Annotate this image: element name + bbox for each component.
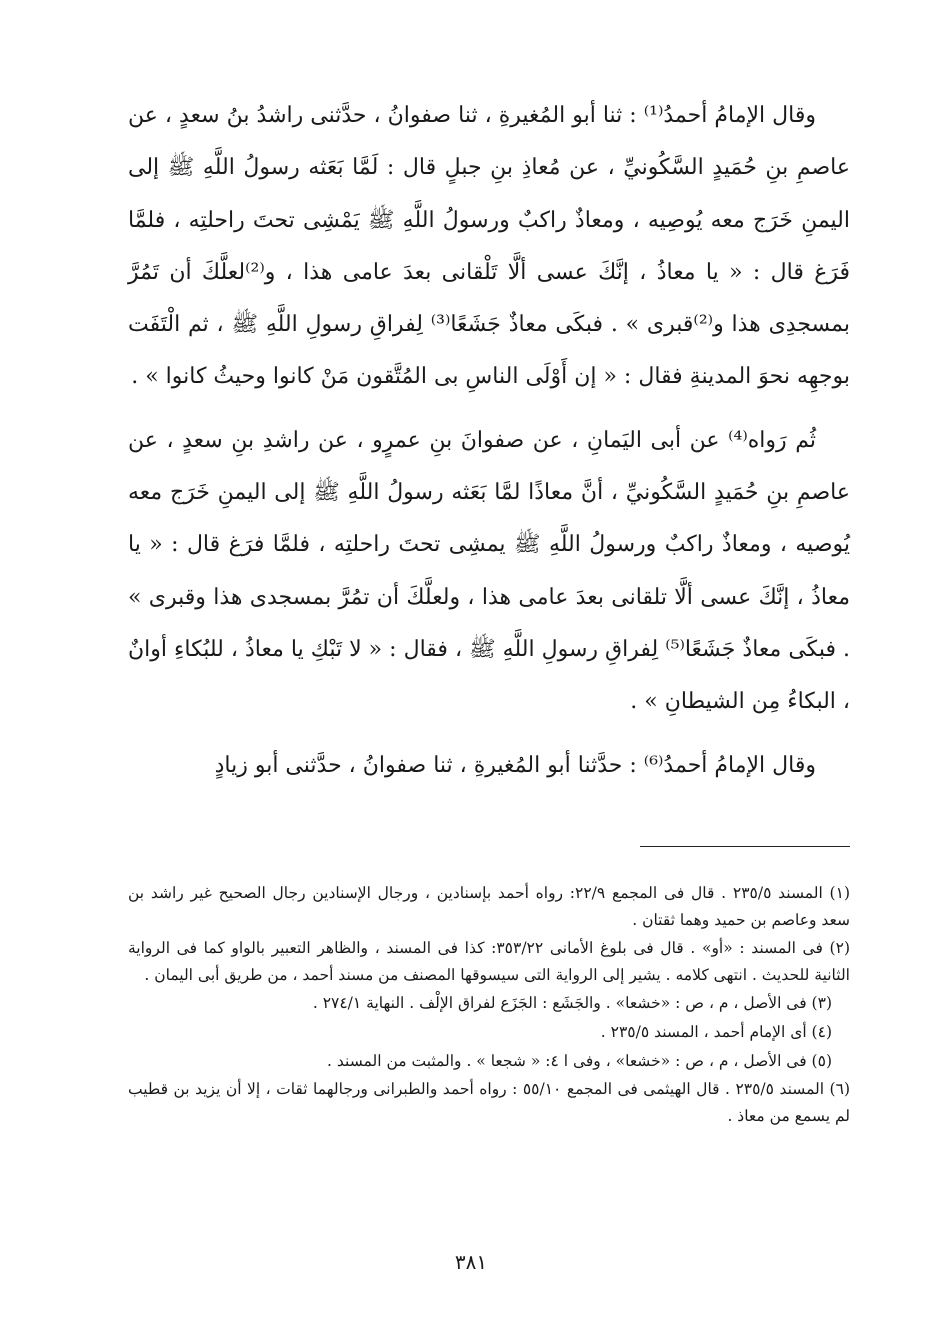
paragraph: ثُم رَواه⁽⁴⁾ عن أبى اليَمانِ ، عن صفوانَ بنِ عمرٍو ، عن راشدِ بنِ سعدٍ ، عن عاصمِ بنِ حُمَيدٍ السَّكُونيِّ ، أنَّ معاذًا لمَّا بَعَثه رسولُ اللَّهِ ﷺ إلى اليمنِ خَرَج معه يُوصيه ، ومعاذٌ راكبٌ ورسولُ اللَّهِ ﷺ يمشِى تحتَ راحلتِه ، فلمَّا فرَغ قال : « يا معاذُ ، إنَّكَ عسى ألَّا تلقانى بعدَ عامى هذا ، ولعلَّكَ أن تمُرَّ بمسجدى هذا وقبرى » . فبكَى معاذٌ جَشَعًا⁽⁵⁾ لِفراقِ رسولِ اللَّهِ ﷺ ، فقال : « لا تَبْكِ يا معاذُ ، للبُكاءِ أوانٌ ، البكاءُ مِن الشيطانِ » . [128, 427, 850, 715]
footnotes [128, 880, 850, 1129]
paragraph: وقال الإمامُ أحمدُ⁽⁶⁾ : حدَّثنا أبو المُغيرةِ ، ثنا صفوانُ ، حدَّثنى أبو زيادٍ [214, 752, 816, 778]
footnote: (٥) فى الأصل ، م ، ص : «خشعا» ، وفى ا ٤: « شجعا » . والمثبت من المسند . [327, 1051, 832, 1070]
paragraph: وقال الإمامُ أحمدُ⁽¹⁾ : ثنا أبو المُغيرةِ ، ثنا صفوانُ ، حدَّثنى راشدُ بنُ سعدٍ ، عن عاصمِ بنِ حُمَيدٍ السَّكُونيِّ ، عن مُعاذِ بنِ جبلٍ قال : لَمَّا بَعَثه رسولُ اللَّهِ ﷺ إلى اليمنِ خَرَج معه يُوصِيه ، ومعاذٌ راكبٌ ورسولُ اللَّهِ ﷺ يَمْشِى تحتَ راحلتِه ، فلمَّا فَرَغ قال : « يا معاذُ ، إنَّكَ عسى ألَّا تَلْقانى بعدَ عامى هذا ، و⁽²⁾لعلَّكَ أن تَمُرَّ بمسجدِى هذا و⁽²⁾قبرى » . فبكَى معاذٌ جَشَعًا⁽³⁾ لِفراقِ رسولِ اللَّهِ ﷺ ، ثم الْتَفَت بوجهِه نحوَ المدينةِ فقال : « إن أَوْلَى الناسِ بى المُتَّقون مَنْ كانوا وحيثُ كانوا » . [128, 103, 851, 390]
footnote: (١) المسند ٢٣٥/٥ . قال فى المجمع ٢٢/٩: رواه أحمد بإسنادين ، ورجال الإسنادين رجال الصحيح غير راشد بن سعد وعاصم بن حميد وهما ثقتان . [128, 884, 850, 929]
footnote: (٤) أى الإمام أحمد ، المسند ٢٣٥/٥ . [600, 1022, 832, 1041]
footnote: (٣) فى الأصل ، م ، ص : «خشعا» . والجَشَع : الجَزَع لفراق الإلْف . النهاية ٢٧٤/١ . [312, 994, 832, 1013]
main-text [128, 90, 850, 792]
footnote: (٢) فى المسند : «أو» . قال فى بلوغ الأمانى ٣٥٣/٢٢: كذا فى المسند ، والظاهر التعبير بالواو كما فى الرواية الثانية للحديث . انتهى كلامه . يشير إلى الرواية التى سيسوقها المصنف من مسند أحمد ، من طريق أبى اليمان . [128, 939, 850, 984]
page-number: ٣٨١ [454, 1250, 488, 1274]
footnote: (٦) المسند ٢٣٥/٥ . قال الهيثمى فى المجمع ٥٥/١٠ : رواه أحمد والطبرانى ورجالهما ثقات ، إلا أن يزيد بن قطيب لم يسمع من معاذ . [128, 1080, 850, 1125]
footnote-divider [640, 846, 850, 847]
